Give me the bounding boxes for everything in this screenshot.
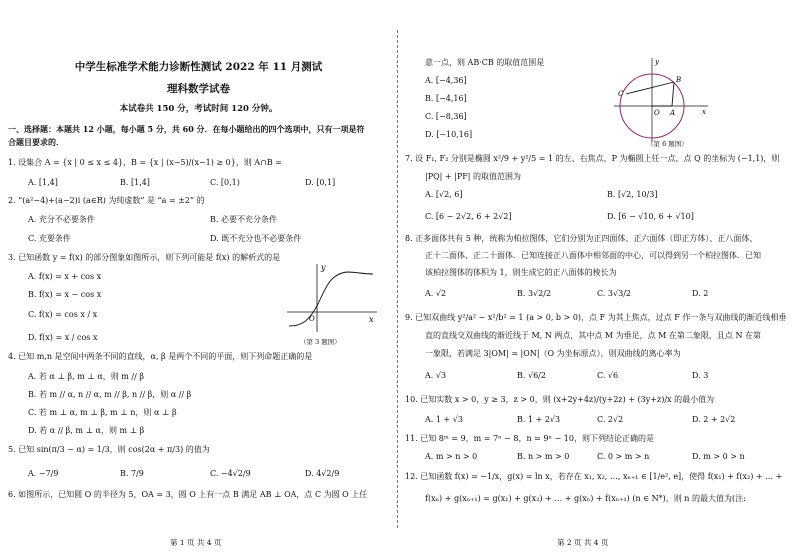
left-page-footer: 第 1 页 共 4 页 bbox=[170, 537, 222, 547]
question-7-option-a: A. [√2, 6] bbox=[425, 190, 463, 199]
exam-info: 本试卷共 150 分，考试时间 120 分钟。 bbox=[119, 104, 278, 114]
question-5-option-c: C. −4√2/9 bbox=[210, 469, 251, 478]
question-6-option-a: A. [−4,36] bbox=[425, 76, 467, 85]
question-1-option-a: A. [1,4] bbox=[28, 178, 58, 187]
question-9-option-c: C. √6 bbox=[597, 371, 619, 380]
figure-point-o: O bbox=[654, 109, 660, 117]
question-8-option-b: B. 3√2/2 bbox=[517, 289, 552, 298]
question-10-option-d: D. 2 + 2√2 bbox=[692, 415, 736, 424]
question-3-option-d: D. f(x) = x / cos x bbox=[28, 333, 98, 342]
question-8-option-c: C. 3√3/2 bbox=[597, 289, 631, 298]
question-6-stem: 6. 如图所示，已知圆 O 的半径为 5，OA = 3，圆 O 上有一点 B 满足 AB ⊥ OA，点 C 为圆 O 上任 bbox=[8, 490, 368, 499]
section-heading-line2: 合题目要求的． bbox=[8, 137, 64, 147]
question-4-option-d: D. 若 α // β, m ⊥ α，则 m ⊥ β bbox=[28, 426, 145, 435]
question-6-circle-figure bbox=[612, 56, 712, 144]
question-2-option-d: D. 既不充分也不必要条件 bbox=[210, 234, 302, 243]
figure-x-label: x bbox=[702, 108, 706, 116]
question-9-option-a: A. √3 bbox=[425, 371, 447, 380]
question-6-option-b: B. [−4,16] bbox=[425, 94, 467, 103]
graph-x-label: x bbox=[369, 315, 374, 324]
question-3-graph bbox=[285, 262, 380, 334]
question-8-line1: 8. 正多面体共有 5 种，统称为柏拉图体，它们分别为正四面体、正六面体（即正方体）、正八面体、 bbox=[405, 234, 758, 243]
question-5-stem: 5. 已知 sin(π/3 − α) = 1/3，则 cos(2α + π/3) 的值为 bbox=[8, 445, 210, 454]
question-2-option-a: A. 充分不必要条件 bbox=[28, 215, 95, 224]
exam-subtitle: 理科数学试卷 bbox=[167, 83, 230, 95]
figure-y-label: y bbox=[655, 58, 659, 66]
question-10-stem: 10. 已知实数 x > 0，y ≥ 3，z > 0，则 (x+2y+4z)/(y+2z) + (3y+z)/x 的最小值为 bbox=[405, 395, 715, 404]
question-4-stem: 4. 已知 m,n 是空间中两条不同的直线，α, β 是两个不同的平面，则下列命题正确的是 bbox=[8, 352, 313, 361]
right-page bbox=[397, 0, 794, 558]
question-7-stem: 7. 设 F₁, F₂ 分别是椭圆 x²/9 + y²/5 = 1 的左、右焦点，P 为椭圆上任一点，点 Q 的坐标为 (−1,1)，则 bbox=[405, 154, 780, 163]
figure-point-a: A bbox=[670, 109, 676, 117]
question-1-option-b: B. [1,4] bbox=[120, 178, 150, 187]
question-7-option-b: B. [√2, 10/3] bbox=[607, 190, 658, 199]
question-3-stem: 3. 已知函数 y = f(x) 的部分图象如图所示，则下列可能是 f(x) 的解析式的是 bbox=[8, 253, 281, 262]
figure-point-b: B bbox=[676, 76, 682, 84]
exam-title: 中学生标准学术能力诊断性测试 2022 年 11 月测试 bbox=[74, 61, 323, 73]
question-8-option-a: A. √2 bbox=[425, 289, 447, 298]
question-6-option-c: C. [−8,36] bbox=[425, 112, 467, 121]
question-12-line1: 12. 已知函数 f(x) = −1/x，g(x) = ln x，若存在 x₁, x₂, …, xₙ₊₁ ∈ [1/e², e]，使得 f(x₁) + f(x₂) + … + bbox=[405, 472, 783, 481]
question-4-option-b: B. 若 m // α, n // α, m // β, n // β，则 α // β bbox=[28, 390, 192, 399]
question-1-stem: 1. 设集合 A = {x | 0 ≤ x ≤ 4}，B = {x | (x−5)/(x−1) ≥ 0}，则 A∩B = bbox=[8, 158, 282, 167]
question-10-option-a: A. 1 + √3 bbox=[425, 415, 463, 424]
graph-y-label: y bbox=[321, 263, 326, 272]
question-7-stem-line2: |PQ| + |PF| 的取值范围为 bbox=[425, 172, 521, 181]
question-2-option-b: B. 必要不充分条件 bbox=[210, 215, 277, 224]
question-11-option-c: C. 0 > m > n bbox=[597, 452, 650, 461]
question-8-line3: 该柏拉图体的体积为 1，则生成它的正八面体的棱长为 bbox=[425, 268, 617, 277]
question-4-option-c: C. 若 m ⊥ α, m ⊥ β, m ⊥ n，则 α ⊥ β bbox=[28, 408, 177, 417]
question-1-option-c: C. [0,1) bbox=[210, 178, 240, 187]
question-3-option-c: C. f(x) = cos x / x bbox=[28, 310, 98, 319]
question-9-line2: 直的直线交双曲线的渐近线于 M, N 两点，其中点 M 为垂足，点 M 在第二象限，且点 N 在第 bbox=[425, 331, 762, 340]
graph-origin-label: O bbox=[309, 315, 315, 323]
question-9-line1: 9. 已知双曲线 y²/a² − x²/b² = 1 (a > 0, b > 0)，点 F 为其上焦点，过点 F 作一条与双曲线的渐近线相垂 bbox=[405, 313, 787, 322]
segment-cb bbox=[626, 82, 674, 94]
right-page-footer: 第 2 页 共 4 页 bbox=[557, 537, 609, 547]
question-12-line2: f(xₙ) + g(xₙ₊₁) = g(x₁) + g(x₂) + … + g(xₙ) + f(xₙ₊₁) (n ∈ N*)，则 n 的最大值为(注: bbox=[425, 494, 746, 503]
question-9-option-b: B. √6/2 bbox=[517, 371, 546, 380]
question-6-continuation: 意一点，则 AB·CB 的取值范围是 bbox=[425, 58, 545, 67]
question-11-stem: 11. 已知 8ᵐ = 9，m = 7ⁿ − 8，n = 9ⁿ − 10，则下列结论正确的是 bbox=[405, 434, 654, 443]
question-8-line2: 正十二面体、正二十面体．已知连接正八面体中相邻面的中心，可以得到另一个柏拉图体．已知 bbox=[425, 251, 761, 260]
question-5-option-d: D. 4√2/9 bbox=[305, 469, 340, 478]
question-3-option-a: A. f(x) = x + cos x bbox=[28, 272, 102, 281]
question-8-option-d: D. 2 bbox=[692, 289, 709, 298]
question-10-option-c: C. 2√2 bbox=[597, 415, 624, 424]
question-7-option-c: C. [6 − 2√2, 6 + 2√2] bbox=[425, 212, 512, 221]
question-9-option-d: D. 3 bbox=[692, 371, 709, 380]
question-9-line3: 一象限，若满足 3|OM| = |ON|（O 为坐标原点），则双曲线的离心率为 bbox=[425, 349, 681, 358]
segment-ab bbox=[672, 82, 674, 106]
question-4-option-a: A. 若 α ⊥ β, m ⊥ α，则 m // β bbox=[28, 372, 144, 381]
question-2-option-c: C. 充要条件 bbox=[28, 234, 71, 243]
question-11-option-d: D. m > 0 > n bbox=[692, 452, 745, 461]
question-2-stem: 2. “(a²−4)+(a−2)i (a∈R) 为纯虚数” 是 “a = ±2” 的 bbox=[8, 196, 205, 205]
question-6-option-d: D. [−10,16] bbox=[425, 130, 473, 139]
question-10-option-b: B. 1 + 2√3 bbox=[517, 415, 561, 424]
question-5-option-a: A. −7/9 bbox=[28, 469, 59, 478]
section-heading-line1: 一、选择题：本题共 12 小题，每小题 5 分，共 60 分．在每小题给出的四个选项中，只有一项是符 bbox=[8, 124, 365, 134]
question-5-option-b: B. 7/9 bbox=[120, 469, 144, 478]
question-11-option-b: B. n > m > 0 bbox=[517, 452, 570, 461]
question-1-option-d: D. [0,1] bbox=[305, 178, 336, 187]
figure-point-c: C bbox=[618, 90, 624, 98]
question-3-option-b: B. f(x) = x − cos x bbox=[28, 290, 102, 299]
graph-curve bbox=[289, 272, 373, 326]
question-6-caption: （第 6 题图） bbox=[647, 140, 688, 148]
question-11-option-a: A. m > n > 0 bbox=[425, 452, 478, 461]
question-7-option-d: D. [6 − √10, 6 + √10] bbox=[607, 212, 694, 221]
question-3-caption: （第 3 题图） bbox=[300, 338, 341, 346]
